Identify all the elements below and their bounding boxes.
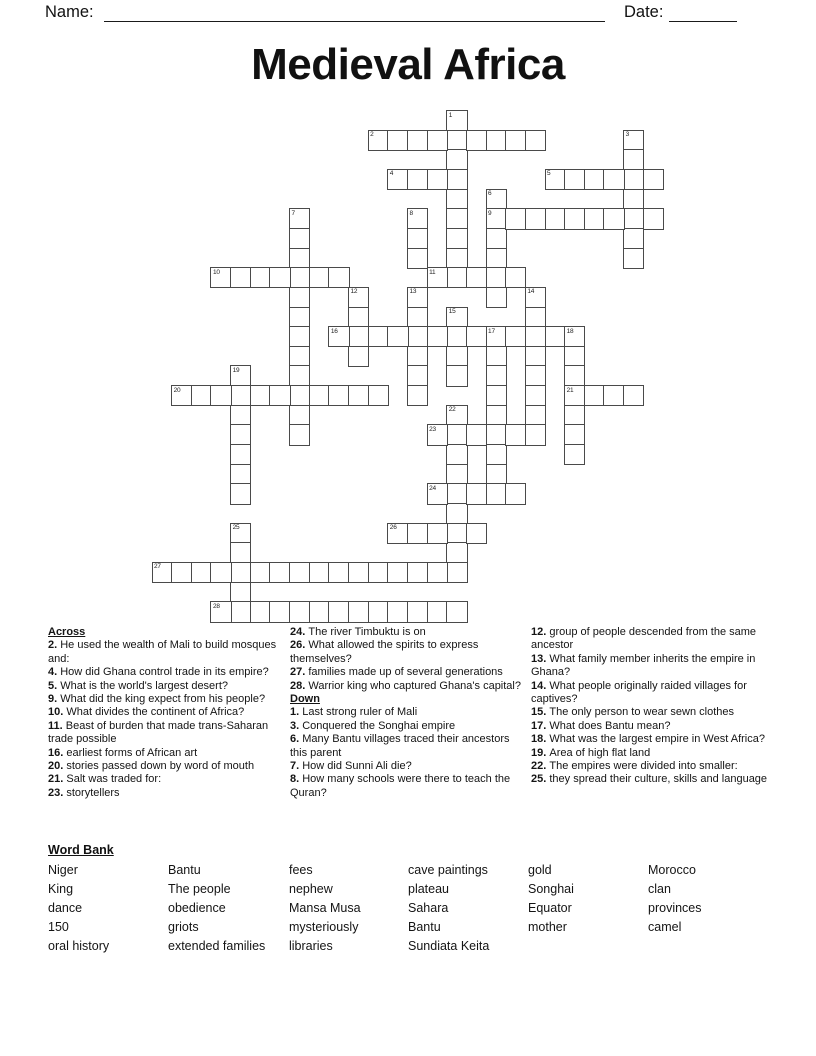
clue-21: 21. Salt was traded for: xyxy=(48,773,162,786)
grid-cell[interactable] xyxy=(289,326,310,347)
word-bank-item: Mansa Musa xyxy=(289,901,361,915)
grid-cell[interactable] xyxy=(328,385,349,406)
grid-cell[interactable] xyxy=(486,130,507,151)
grid-cell[interactable] xyxy=(525,287,546,308)
page-title: Medieval Africa xyxy=(251,40,565,89)
grid-cell[interactable] xyxy=(564,326,585,347)
grid-cell[interactable] xyxy=(446,149,467,170)
grid-cell[interactable] xyxy=(171,385,192,406)
cell-number: 12 xyxy=(350,288,358,296)
grid-cell[interactable] xyxy=(446,444,467,465)
grid-cell[interactable] xyxy=(466,130,487,151)
cell-number: 27 xyxy=(154,563,161,571)
grid-cell[interactable] xyxy=(525,208,546,229)
word-bank-column xyxy=(528,861,574,937)
cell-number: 15 xyxy=(448,308,456,315)
grid-cell[interactable] xyxy=(446,542,467,563)
grid-cell[interactable] xyxy=(289,208,310,229)
grid-cell[interactable] xyxy=(407,130,428,151)
grid-cell[interactable] xyxy=(525,424,546,445)
clue-13: 13. What family member inherits the empire in Ghana? xyxy=(531,652,756,679)
word-bank-item: The people xyxy=(168,882,231,896)
grid-cell[interactable] xyxy=(368,385,389,406)
grid-cell[interactable] xyxy=(446,503,467,524)
clue-23: 23. storytellers xyxy=(48,786,120,799)
grid-cell[interactable] xyxy=(427,169,448,190)
grid-cell[interactable] xyxy=(230,542,251,563)
grid-cell[interactable] xyxy=(230,424,251,445)
grid-cell[interactable] xyxy=(446,228,467,249)
grid-cell[interactable] xyxy=(230,444,251,465)
word-bank-item: oral history xyxy=(48,939,110,953)
cell-number: 19 xyxy=(232,366,240,374)
word-bank-column xyxy=(648,861,702,937)
clue-26: 26. What allowed the spirits to express themselves? xyxy=(290,639,479,665)
grid-cell[interactable] xyxy=(446,562,467,583)
grid-cell[interactable] xyxy=(486,483,507,504)
cell-number: 4 xyxy=(389,170,394,178)
word-bank-item: obedience xyxy=(168,901,226,915)
grid-cell[interactable] xyxy=(250,601,271,622)
word-bank-column xyxy=(48,861,109,956)
grid-cell[interactable] xyxy=(348,562,369,583)
grid-cell[interactable] xyxy=(446,483,467,504)
grid-cell[interactable] xyxy=(505,483,526,504)
clue-6: 6. Many Bantu villages traced their ancestors this parent xyxy=(290,733,510,759)
clues-column-right xyxy=(531,626,774,787)
grid-cell[interactable] xyxy=(623,248,644,269)
grid-cell[interactable] xyxy=(525,346,546,367)
grid-cell[interactable] xyxy=(446,523,467,544)
cell-number: 11 xyxy=(429,268,436,276)
clue-14: 14. What people originally raided villages for captives? xyxy=(531,679,747,706)
grid-cell[interactable] xyxy=(289,287,310,308)
grid-cell[interactable] xyxy=(545,208,566,229)
grid-cell[interactable] xyxy=(387,601,408,622)
word-bank-item: Songhai xyxy=(528,882,574,896)
grid-cell[interactable] xyxy=(486,365,507,386)
cell-number: 10 xyxy=(212,268,220,276)
grid-cell[interactable] xyxy=(466,523,487,544)
clue-2: 2. He used the wealth of Mali to build mosques and: xyxy=(48,639,277,665)
word-bank-item: provinces xyxy=(648,901,702,915)
grid-cell[interactable] xyxy=(643,169,664,190)
grid-cell[interactable] xyxy=(230,523,251,544)
clue-22: 22. The empires were divided into smaller: xyxy=(531,760,738,773)
grid-cell[interactable] xyxy=(486,405,507,426)
grid-cell[interactable] xyxy=(466,326,487,347)
grid-cell[interactable] xyxy=(427,601,448,622)
clues-column-middle xyxy=(290,626,524,800)
grid-cell[interactable] xyxy=(446,189,467,210)
grid-cell[interactable] xyxy=(564,405,585,426)
word-bank-column xyxy=(408,861,489,956)
grid-cell[interactable] xyxy=(328,562,349,583)
grid-cell[interactable] xyxy=(564,385,585,406)
grid-cell[interactable] xyxy=(407,385,428,406)
cell-number: 23 xyxy=(429,425,436,433)
word-bank-item: mysteriously xyxy=(289,920,359,934)
grid-cell[interactable] xyxy=(407,346,428,367)
grid-cell[interactable] xyxy=(446,267,467,288)
clue-12: 12. group of people descended from the same ancestor xyxy=(531,626,757,652)
grid-cell[interactable] xyxy=(230,385,251,406)
clue-28: 28. Warrior king who captured Ghana's capital? xyxy=(290,679,521,692)
grid-cell[interactable] xyxy=(545,169,566,190)
grid-cell[interactable] xyxy=(407,228,428,249)
name-label: Name: xyxy=(45,3,94,21)
grid-cell[interactable] xyxy=(446,365,467,386)
grid-cell[interactable] xyxy=(387,169,408,190)
word-bank-item: dance xyxy=(48,901,83,915)
cell-number: 9 xyxy=(488,209,492,217)
date-label: Date: xyxy=(624,3,664,21)
grid-cell[interactable] xyxy=(368,601,389,622)
cell-number: 8 xyxy=(409,209,413,217)
grid-cell[interactable] xyxy=(486,267,507,288)
clue-25: 25. they spread their culture, skills and language xyxy=(531,773,768,786)
cell-number: 16 xyxy=(330,327,338,335)
grid-cell[interactable] xyxy=(466,424,487,445)
grid-cell[interactable] xyxy=(564,365,585,386)
cell-number: 17 xyxy=(488,327,495,335)
grid-cell[interactable] xyxy=(486,287,507,308)
word-bank-item: plateau xyxy=(408,882,450,896)
grid-cell[interactable] xyxy=(623,169,644,190)
grid-cell[interactable] xyxy=(486,424,507,445)
grid-cell[interactable] xyxy=(230,365,251,386)
grid-cell[interactable] xyxy=(525,130,546,151)
grid-cell[interactable] xyxy=(446,405,467,426)
grid-cell[interactable] xyxy=(584,385,605,406)
grid-cell[interactable] xyxy=(328,326,349,347)
grid-cell[interactable] xyxy=(525,405,546,426)
grid-cell[interactable] xyxy=(427,424,448,445)
grid-cell[interactable] xyxy=(387,562,408,583)
grid-cell[interactable] xyxy=(427,130,448,151)
word-bank-column xyxy=(289,861,361,956)
grid-cell[interactable] xyxy=(446,346,467,367)
clue-4: 4. How did Ghana control trade in its empire? xyxy=(48,666,269,679)
grid-cell[interactable] xyxy=(230,405,251,426)
word-bank-item: 150 xyxy=(48,920,69,934)
clue-10: 10. What divides the continent of Africa? xyxy=(48,706,245,719)
grid-cell[interactable] xyxy=(446,208,467,229)
grid-cell[interactable] xyxy=(407,287,428,308)
down-heading: Down xyxy=(290,693,320,706)
grid-cell[interactable] xyxy=(348,601,369,622)
grid-cell[interactable] xyxy=(427,326,448,347)
grid-cell[interactable] xyxy=(564,346,585,367)
grid-cell[interactable] xyxy=(466,483,487,504)
clue-27: 27. families made up of several generations xyxy=(290,666,503,679)
grid-cell[interactable] xyxy=(407,326,428,347)
grid-cell[interactable] xyxy=(486,248,507,269)
word-bank-item: griots xyxy=(168,920,199,934)
grid-cell[interactable] xyxy=(210,385,231,406)
cell-number: 26 xyxy=(389,524,397,532)
grid-cell[interactable] xyxy=(309,267,330,288)
word-bank-item: Morocco xyxy=(648,863,696,877)
clue-1: 1. Last strong ruler of Mali xyxy=(290,706,418,719)
grid-cell[interactable] xyxy=(623,149,644,170)
grid-cell[interactable] xyxy=(348,346,369,367)
cell-number: 21 xyxy=(566,386,574,394)
grid-cell[interactable] xyxy=(387,326,408,347)
grid-cell[interactable] xyxy=(407,562,428,583)
grid-cell[interactable] xyxy=(289,346,310,367)
grid-cell[interactable] xyxy=(407,307,428,328)
grid-cell[interactable] xyxy=(427,483,448,504)
word-bank-item: Sahara xyxy=(408,901,449,915)
grid-cell[interactable] xyxy=(368,562,389,583)
cell-number: 7 xyxy=(291,209,295,217)
grid-cell[interactable] xyxy=(230,464,251,485)
grid-cell[interactable] xyxy=(446,424,467,445)
grid-cell[interactable] xyxy=(230,601,251,622)
cell-number: 18 xyxy=(566,327,574,335)
clue-3: 3. Conquered the Songhai empire xyxy=(290,719,456,732)
grid-cell[interactable] xyxy=(603,208,624,229)
grid-cell[interactable] xyxy=(289,267,310,288)
grid-cell[interactable] xyxy=(230,483,251,504)
grid-cell[interactable] xyxy=(269,385,290,406)
grid-cell[interactable] xyxy=(289,248,310,269)
crossword-grid xyxy=(152,110,665,623)
cell-number: 5 xyxy=(547,170,551,178)
clues-column-left xyxy=(48,626,282,800)
grid-cell[interactable] xyxy=(623,385,644,406)
cell-number: 14 xyxy=(527,288,535,296)
grid-cell[interactable] xyxy=(328,601,349,622)
grid-cell[interactable] xyxy=(289,385,310,406)
word-bank-item: Bantu xyxy=(408,920,441,934)
grid-cell[interactable] xyxy=(289,562,310,583)
grid-cell[interactable] xyxy=(348,326,369,347)
cell-number: 3 xyxy=(625,131,630,139)
cell-number: 20 xyxy=(173,386,181,394)
grid-cell[interactable] xyxy=(407,208,428,229)
word-bank-item: Bantu xyxy=(168,863,201,877)
grid-cell[interactable] xyxy=(505,424,526,445)
grid-cell[interactable] xyxy=(289,601,310,622)
grid-cell[interactable] xyxy=(171,562,192,583)
grid-cell[interactable] xyxy=(387,130,408,151)
grid-cell[interactable] xyxy=(289,228,310,249)
grid-cell[interactable] xyxy=(525,326,546,347)
cell-number: 22 xyxy=(448,406,456,414)
grid-cell[interactable] xyxy=(427,523,448,544)
cell-number: 1 xyxy=(448,111,453,119)
grid-cell[interactable] xyxy=(210,562,231,583)
clue-17: 17. What does Bantu mean? xyxy=(531,719,671,732)
grid-cell[interactable] xyxy=(505,208,526,229)
grid-cell[interactable] xyxy=(328,267,349,288)
grid-cell[interactable] xyxy=(348,385,369,406)
grid-cell[interactable] xyxy=(250,267,271,288)
grid-cell[interactable] xyxy=(603,169,624,190)
grid-cell[interactable] xyxy=(309,385,330,406)
word-bank-item: Sundiata Keita xyxy=(408,939,490,953)
name-blank-line xyxy=(104,21,605,22)
clue-5: 5. What is the world's largest desert? xyxy=(48,679,229,692)
grid-cell[interactable] xyxy=(505,267,526,288)
grid-cell[interactable] xyxy=(505,326,526,347)
clue-11: 11. Beast of burden that made trans-Saharan trade possible xyxy=(48,719,269,746)
grid-cell[interactable] xyxy=(525,385,546,406)
grid-cell[interactable] xyxy=(564,169,585,190)
cell-number: 13 xyxy=(409,288,417,296)
word-bank-item: mother xyxy=(528,920,567,934)
grid-cell[interactable] xyxy=(446,464,467,485)
word-bank-item: fees xyxy=(289,863,313,877)
grid-cell[interactable] xyxy=(269,267,290,288)
grid-cell[interactable] xyxy=(289,307,310,328)
grid-cell[interactable] xyxy=(309,562,330,583)
grid-cell[interactable] xyxy=(230,582,251,603)
grid-cell[interactable] xyxy=(446,601,467,622)
grid-cell[interactable] xyxy=(505,130,526,151)
grid-cell[interactable] xyxy=(407,365,428,386)
grid-cell[interactable] xyxy=(446,130,467,151)
clue-16: 16. earliest forms of African art xyxy=(48,746,198,759)
word-bank-item: cave paintings xyxy=(408,863,488,877)
grid-cell[interactable] xyxy=(446,248,467,269)
grid-cell[interactable] xyxy=(564,444,585,465)
grid-cell[interactable] xyxy=(564,208,585,229)
grid-cell[interactable] xyxy=(446,169,467,190)
grid-cell[interactable] xyxy=(486,208,507,229)
grid-cell[interactable] xyxy=(191,562,212,583)
grid-cell[interactable] xyxy=(289,405,310,426)
grid-cell[interactable] xyxy=(250,385,271,406)
clue-20: 20. stories passed down by word of mouth xyxy=(48,760,255,773)
word-bank-item: King xyxy=(48,882,74,896)
grid-cell[interactable] xyxy=(407,601,428,622)
grid-cell[interactable] xyxy=(289,365,310,386)
clue-24: 24. The river Timbuktu is on xyxy=(290,626,426,638)
word-bank-item: Niger xyxy=(48,863,78,877)
word-bank-item: libraries xyxy=(289,939,333,953)
grid-cell[interactable] xyxy=(584,169,605,190)
grid-cell[interactable] xyxy=(584,208,605,229)
grid-cell[interactable] xyxy=(564,424,585,445)
cell-number: 28 xyxy=(212,602,220,610)
grid-cell[interactable] xyxy=(486,385,507,406)
grid-cell[interactable] xyxy=(269,601,290,622)
grid-cell[interactable] xyxy=(446,110,467,131)
grid-cell[interactable] xyxy=(368,326,389,347)
cell-number: 2 xyxy=(370,131,374,139)
word-bank-item: Equator xyxy=(528,901,572,915)
grid-cell[interactable] xyxy=(466,267,487,288)
grid-cell[interactable] xyxy=(230,267,251,288)
grid-cell[interactable] xyxy=(427,267,448,288)
clue-8: 8. How many schools were there to teach the Quran? xyxy=(290,773,511,799)
grid-cell[interactable] xyxy=(643,208,664,229)
grid-cell[interactable] xyxy=(486,326,507,347)
grid-cell[interactable] xyxy=(446,307,467,328)
grid-cell[interactable] xyxy=(486,346,507,367)
grid-cell[interactable] xyxy=(486,464,507,485)
word-bank-heading: Word Bank xyxy=(48,843,114,857)
date-blank-line xyxy=(669,21,737,22)
grid-cell[interactable] xyxy=(407,523,428,544)
grid-cell[interactable] xyxy=(525,307,546,328)
clue-19: 19. Area of high flat land xyxy=(531,746,651,759)
grid-cell[interactable] xyxy=(289,424,310,445)
grid-cell[interactable] xyxy=(623,130,644,151)
grid-cell[interactable] xyxy=(407,248,428,269)
cell-number: 24 xyxy=(429,484,436,492)
word-bank-item: extended families xyxy=(168,939,266,953)
grid-cell[interactable] xyxy=(525,365,546,386)
grid-cell[interactable] xyxy=(250,562,271,583)
clue-9: 9. What did the king expect from his people? xyxy=(48,693,266,706)
grid-cell[interactable] xyxy=(210,601,231,622)
grid-cell[interactable] xyxy=(623,208,644,229)
grid-cell[interactable] xyxy=(152,562,173,583)
grid-cell[interactable] xyxy=(446,326,467,347)
grid-cell[interactable] xyxy=(269,562,290,583)
across-heading: Across xyxy=(48,626,86,638)
grid-cell[interactable] xyxy=(603,385,624,406)
word-bank-item: nephew xyxy=(289,882,333,896)
grid-cell[interactable] xyxy=(427,562,448,583)
grid-cell[interactable] xyxy=(486,189,507,210)
grid-cell[interactable] xyxy=(210,267,231,288)
grid-cell[interactable] xyxy=(407,169,428,190)
grid-cell[interactable] xyxy=(486,444,507,465)
grid-cell[interactable] xyxy=(486,228,507,249)
word-bank-item: camel xyxy=(648,920,682,934)
grid-cell[interactable] xyxy=(309,601,330,622)
grid-cell[interactable] xyxy=(545,326,566,347)
grid-cell[interactable] xyxy=(623,189,644,210)
grid-cell[interactable] xyxy=(348,287,369,308)
word-bank-column xyxy=(168,861,265,956)
clue-7: 7. How did Sunni Ali die? xyxy=(290,760,412,773)
cell-number: 6 xyxy=(488,190,492,198)
cell-number: 25 xyxy=(232,524,240,532)
grid-cell[interactable] xyxy=(368,130,389,151)
grid-cell[interactable] xyxy=(387,523,408,544)
grid-cell[interactable] xyxy=(191,385,212,406)
word-bank-item: gold xyxy=(528,863,552,877)
grid-cell[interactable] xyxy=(348,307,369,328)
grid-cell[interactable] xyxy=(230,562,251,583)
word-bank-item: clan xyxy=(648,882,671,896)
grid-cell[interactable] xyxy=(623,228,644,249)
clue-18: 18. What was the largest empire in West Africa? xyxy=(531,733,765,746)
clue-15: 15. The only person to wear sewn clothes xyxy=(531,706,735,719)
